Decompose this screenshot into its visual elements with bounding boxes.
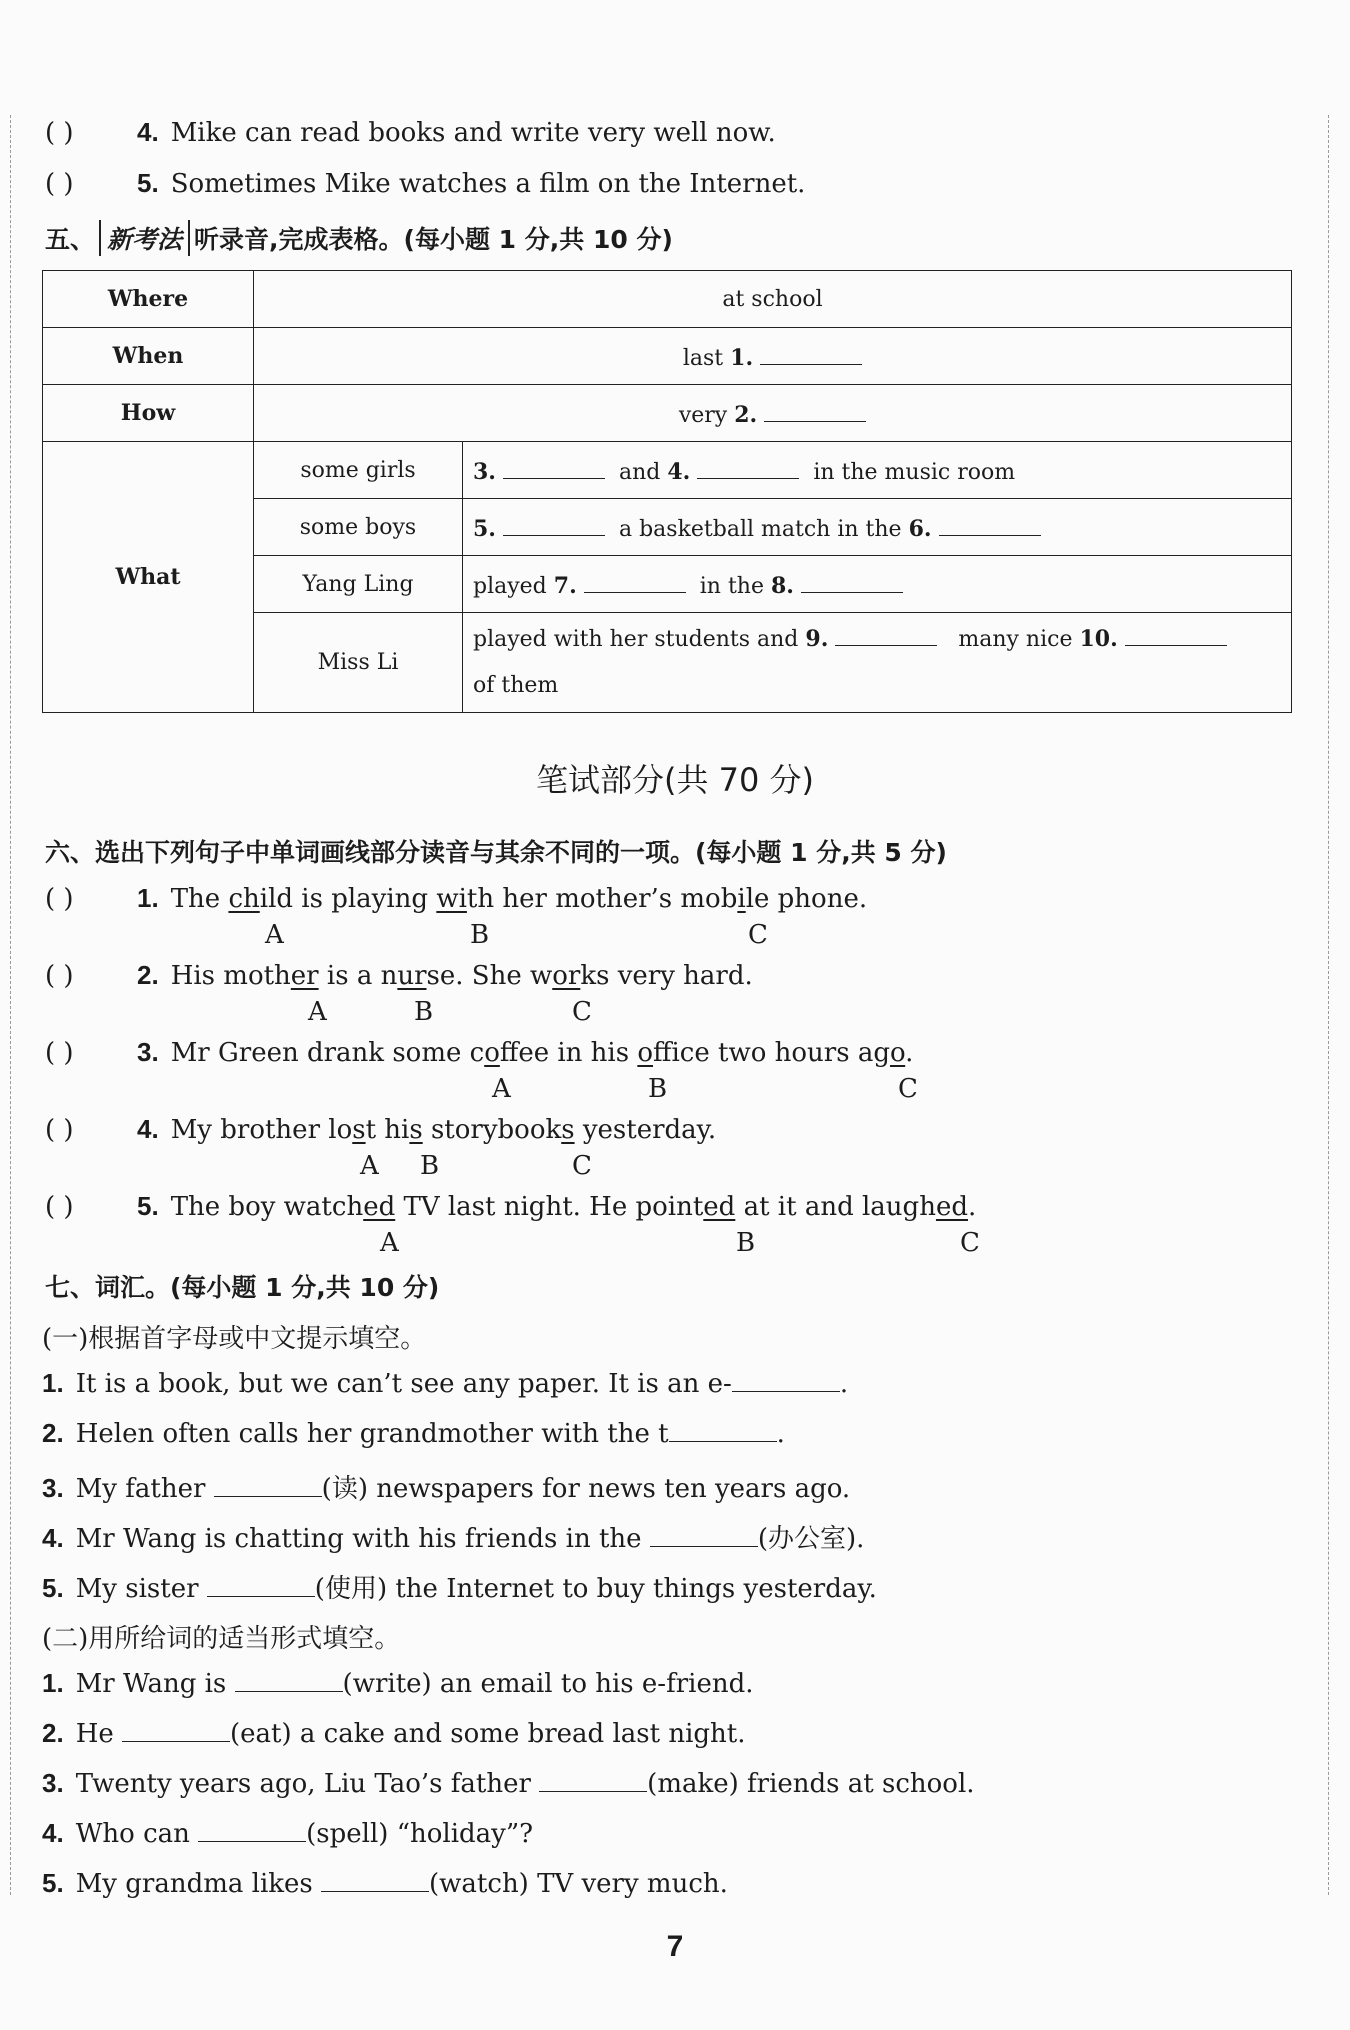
answer-bracket[interactable]: ( ) (45, 118, 74, 148)
s6-question-4: ( ) 4. My brother lost his storybooks yesterday. (45, 1114, 717, 1145)
vocab-1-1: 1. It is a book, but we can’t see any paper. It is an e- . (42, 1368, 849, 1399)
fill-blank[interactable] (732, 1369, 840, 1392)
vocab-2-5: 5. My grandma likes (watch) TV very much. (42, 1868, 728, 1899)
fill-blank[interactable] (539, 1769, 647, 1792)
fill-blank[interactable] (321, 1869, 429, 1892)
option-c: C (572, 997, 592, 1027)
vocab-2-2: 2. He (eat) a cake and some bread last night. (42, 1718, 746, 1749)
option-a: A (380, 1228, 399, 1258)
option-a: A (360, 1151, 379, 1181)
listening-table (42, 270, 1292, 713)
option-b: B (470, 920, 490, 950)
question-4: ( ) 4. Mike can read books and write very well now. (45, 117, 776, 148)
option-a: A (308, 997, 327, 1027)
yang-label: Yang Ling (254, 556, 463, 613)
vocab-1-5: 5. My sister (使用) the Internet to buy things yesterday. (42, 1573, 877, 1604)
how-label: How (43, 385, 254, 442)
fill-blank[interactable] (650, 1524, 758, 1547)
how-value: very 2. (254, 385, 1292, 442)
right-margin-line (1328, 115, 1329, 1895)
blank-3[interactable] (503, 456, 605, 479)
boys-value: 5. a basketball match in the 6. (463, 499, 1292, 556)
part-2-title: (二)用所给词的适当形式填空。 (42, 1624, 401, 1654)
option-a: A (492, 1074, 511, 1104)
section-7-heading: 七、词汇。(每小题 1 分,共 10 分) (45, 1273, 440, 1302)
fill-blank[interactable] (235, 1669, 343, 1692)
blank-6[interactable] (939, 513, 1041, 536)
what-label: What (43, 442, 254, 713)
blank-8[interactable] (801, 570, 903, 593)
answer-bracket[interactable]: ( ) (45, 884, 74, 914)
option-c: C (572, 1151, 592, 1181)
fill-blank[interactable] (207, 1574, 315, 1597)
answer-bracket[interactable]: ( ) (45, 1115, 74, 1145)
answer-bracket[interactable]: ( ) (45, 1038, 74, 1068)
fill-blank[interactable] (122, 1719, 230, 1742)
section-5-heading: 五、 新考法 听录音,完成表格。(每小题 1 分,共 10 分) (45, 220, 673, 256)
answer-bracket[interactable]: ( ) (45, 1192, 74, 1222)
li-value: played with her students and 9. many nice 10. of them (463, 613, 1292, 713)
part-1-title: (一)根据首字母或中文提示填空。 (42, 1324, 427, 1354)
blank-7[interactable] (584, 570, 686, 593)
vocab-2-1: 1. Mr Wang is (write) an email to his e-friend. (42, 1668, 754, 1699)
vocab-2-3: 3. Twenty years ago, Liu Tao’s father (make) friends at school. (42, 1768, 975, 1799)
option-b: B (420, 1151, 440, 1181)
page-number: 7 (666, 1930, 684, 1963)
blank-9[interactable] (835, 623, 937, 646)
blank-1[interactable] (760, 342, 862, 365)
question-5: ( ) 5. Sometimes Mike watches a film on the Internet. (45, 168, 806, 199)
blank-10[interactable] (1125, 623, 1227, 646)
option-c: C (898, 1074, 918, 1104)
s6-question-2: ( ) 2. His mother is a nurse. She works very hard. (45, 960, 753, 991)
blank-5[interactable] (503, 513, 605, 536)
s6-question-1: ( ) 1. The child is playing with her mother’s mobile phone. (45, 883, 868, 914)
option-b: B (414, 997, 434, 1027)
when-label: When (43, 328, 254, 385)
vocab-1-2: 2. Helen often calls her grandmother with the t . (42, 1418, 785, 1449)
li-label: Miss Li (254, 613, 463, 713)
fill-blank[interactable] (214, 1474, 322, 1497)
answer-bracket[interactable]: ( ) (45, 961, 74, 991)
when-value: last 1. (254, 328, 1292, 385)
vocab-2-4: 4. Who can (spell) “holiday”? (42, 1818, 534, 1849)
blank-2[interactable] (764, 399, 866, 422)
written-part-title: 笔试部分(共 70 分) (535, 761, 815, 799)
option-b: B (736, 1228, 756, 1258)
option-c: C (960, 1228, 980, 1258)
option-c: C (748, 920, 768, 950)
girls-label: some girls (254, 442, 463, 499)
s6-question-5: ( ) 5. The boy watched TV last night. He pointed at it and laughed. (45, 1191, 977, 1222)
section-6-heading: 六、选出下列句子中单词画线部分读音与其余不同的一项。(每小题 1 分,共 5 分) (45, 838, 947, 867)
vocab-1-4: 4. Mr Wang is chatting with his friends in the (办公室). (42, 1523, 865, 1554)
option-b: B (648, 1074, 668, 1104)
option-a: A (265, 920, 284, 950)
new-format-tag: 新考法 (99, 220, 190, 256)
where-value: at school (254, 271, 1292, 328)
vocab-1-3: 3. My father (读) newspapers for news ten years ago. (42, 1473, 851, 1504)
where-label: Where (43, 271, 254, 328)
girls-value: 3. and 4. in the music room (463, 442, 1292, 499)
boys-label: some boys (254, 499, 463, 556)
left-margin-line (10, 115, 11, 1895)
yang-value: played 7. in the 8. (463, 556, 1292, 613)
blank-4[interactable] (697, 456, 799, 479)
fill-blank[interactable] (198, 1819, 306, 1842)
fill-blank[interactable] (669, 1419, 777, 1442)
answer-bracket[interactable]: ( ) (45, 169, 74, 199)
s6-question-3: ( ) 3. Mr Green drank some coffee in his office two hours ago. (45, 1037, 914, 1068)
